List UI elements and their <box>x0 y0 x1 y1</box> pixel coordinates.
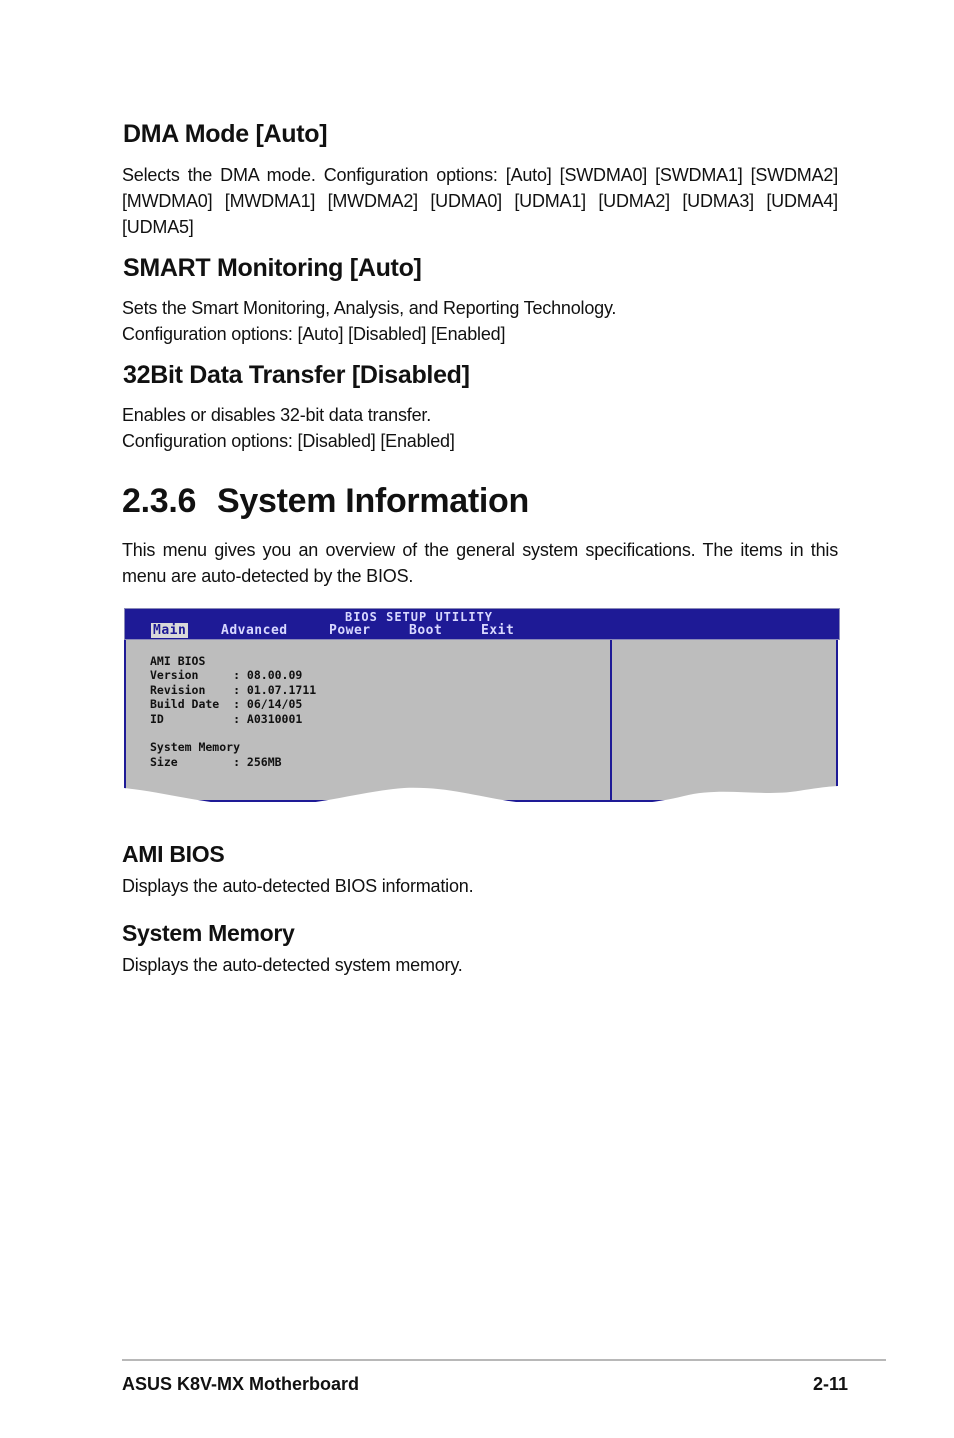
torn-edge <box>124 778 840 818</box>
32bit-transfer-line2: Configuration options: [Disabled] [Enabled] <box>122 431 455 451</box>
bios-screenshot <box>124 608 840 814</box>
bios-menu-bar <box>124 608 840 640</box>
footer-product-name: ASUS K8V-MX Motherboard <box>122 1374 360 1394</box>
bios-menu-exit[interactable]: Exit <box>481 623 515 638</box>
32bit-transfer-heading: 32Bit Data Transfer [Disabled] <box>123 361 470 389</box>
bios-menu-advanced[interactable]: Advanced <box>221 623 288 638</box>
footer-page-number: 2-11 <box>812 1374 848 1394</box>
bios-title: BIOS SETUP UTILITY <box>344 610 494 624</box>
system-memory-heading: System Memory <box>122 920 295 946</box>
bios-menu-power[interactable]: Power <box>329 623 371 638</box>
system-memory-description: Displays the auto-detected system memory. <box>122 955 463 975</box>
32bit-transfer-line1: Enables or disables 32-bit data transfer. <box>122 405 431 425</box>
ami-bios-description: Displays the auto-detected BIOS information. <box>122 876 474 896</box>
bios-menu-boot[interactable]: Boot <box>409 623 443 638</box>
bios-info-text: AMI BIOS Version : 08.00.09 Revision : 01.07.1711 Build Date : 06/14/05 ID : A0310001 System Memory Size : 256MB <box>150 654 317 769</box>
dma-mode-heading: DMA Mode [Auto] <box>123 120 328 148</box>
system-information-intro: This menu gives you an overview of the general system specifications. The items in this menu are auto-detected by the BIOS. <box>122 540 838 586</box>
section-number: 2.3.6 <box>122 482 197 520</box>
smart-monitoring-line1: Sets the Smart Monitoring, Analysis, and Reporting Technology. <box>122 298 617 318</box>
system-information-heading <box>122 482 529 521</box>
bios-menu-main[interactable]: Main <box>153 623 187 638</box>
dma-mode-description: Selects the DMA mode. Configuration options: [Auto] [SWDMA0] [SWDMA1] [SWDMA2] [MWDMA0] [MWDMA1] [MWDMA2] [UDMA0] [UDMA1] [UDMA2] [UDMA3] [UDMA4] [UDMA5] <box>122 165 838 237</box>
ami-bios-heading: AMI BIOS <box>122 841 225 867</box>
smart-monitoring-line2: Configuration options: [Auto] [Disabled] [Enabled] <box>122 324 506 344</box>
footer-divider <box>122 1359 886 1361</box>
section-title: System Information <box>217 482 529 520</box>
smart-monitoring-heading: SMART Monitoring [Auto] <box>123 254 422 282</box>
